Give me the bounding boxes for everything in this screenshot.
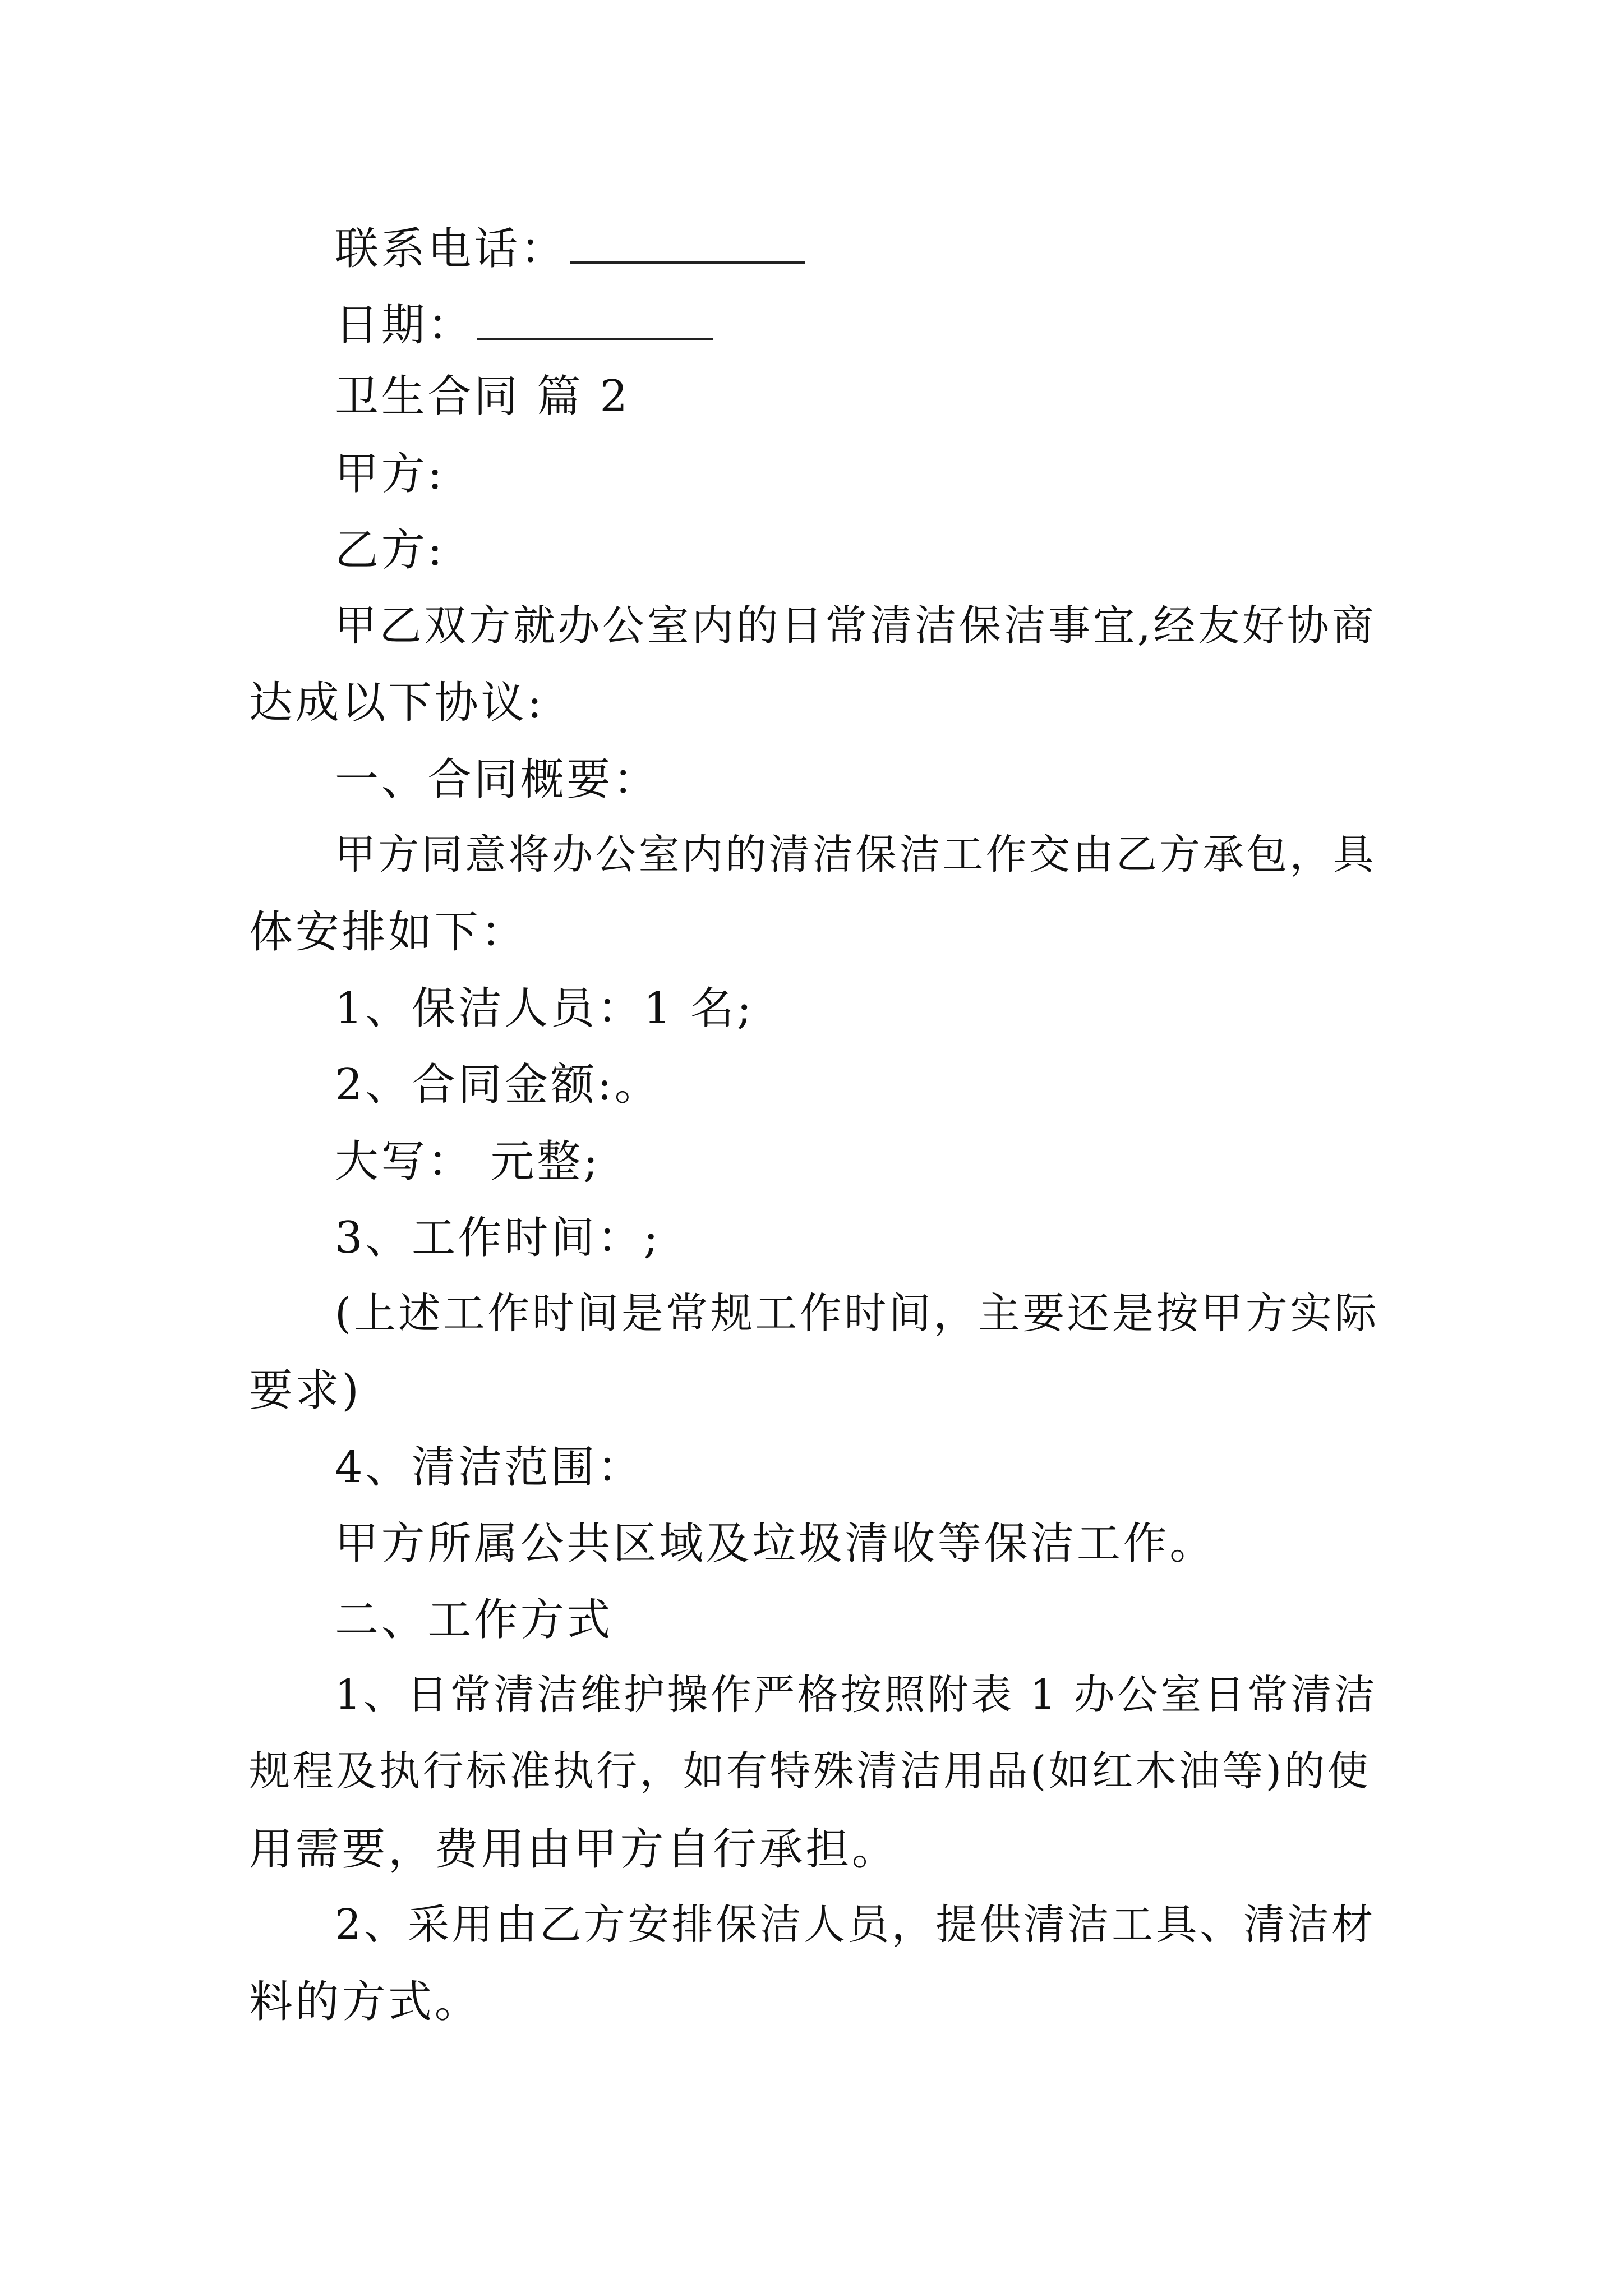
date-row <box>335 298 713 351</box>
method-2-line-2: 料的方式。 <box>249 1977 481 2027</box>
method-1-line-1: 1、日常清洁维护操作严格按照附表 1 办公室日常清洁 <box>335 1671 1378 1719</box>
overview-paragraph-line-2: 体安排如下： <box>249 907 528 958</box>
method-2-line-1: 2、采用由乙方安排保洁人员，提供清洁工具、清洁材 <box>335 1901 1376 1949</box>
scope-text: 甲方所属公共区域及垃圾清收等保洁工作。 <box>335 1519 1216 1569</box>
item-contract-amount: 2、合同金额:。 <box>335 1060 661 1110</box>
heading-contract-overview: 一、合同概要： <box>335 754 660 805</box>
overview-paragraph-line-1: 甲方同意将办公室内的清洁保洁工作交由乙方承包，具 <box>335 831 1377 878</box>
item-working-hours: 3、工作时间：; <box>335 1213 661 1263</box>
contact-phone-row <box>335 222 805 275</box>
method-1-line-3: 用需要，费用由甲方自行承担。 <box>249 1824 898 1875</box>
amount-uppercase: 大写： 元整; <box>335 1137 601 1187</box>
item-cleaning-scope: 4、清洁范围： <box>335 1442 644 1493</box>
date-label: 日期： <box>335 300 474 351</box>
heading-working-method: 二、工作方式 <box>335 1595 614 1645</box>
party-b-label: 乙方: <box>335 525 445 576</box>
contact-phone-blank <box>570 222 805 264</box>
contact-phone-label: 联系电话： <box>335 224 567 275</box>
date-blank <box>477 298 713 340</box>
section-title: 卫生合同 篇 2 <box>335 371 630 422</box>
item-cleaning-staff: 1、保洁人员：1 名; <box>335 983 754 1034</box>
intro-paragraph-line-1: 甲乙双方就办公室内的日常清洁保洁事宜,经友好协商 <box>335 601 1376 650</box>
method-1-line-2: 规程及执行标准执行，如有特殊清洁用品(如红木油等)的使 <box>249 1747 1371 1795</box>
party-a-label: 甲方: <box>335 449 445 499</box>
intro-paragraph-line-2: 达成以下协议: <box>249 678 545 728</box>
note-line-2: 要求) <box>249 1365 362 1416</box>
note-line-1: (上述工作时间是常规工作时间，主要还是按甲方实际 <box>335 1289 1380 1338</box>
